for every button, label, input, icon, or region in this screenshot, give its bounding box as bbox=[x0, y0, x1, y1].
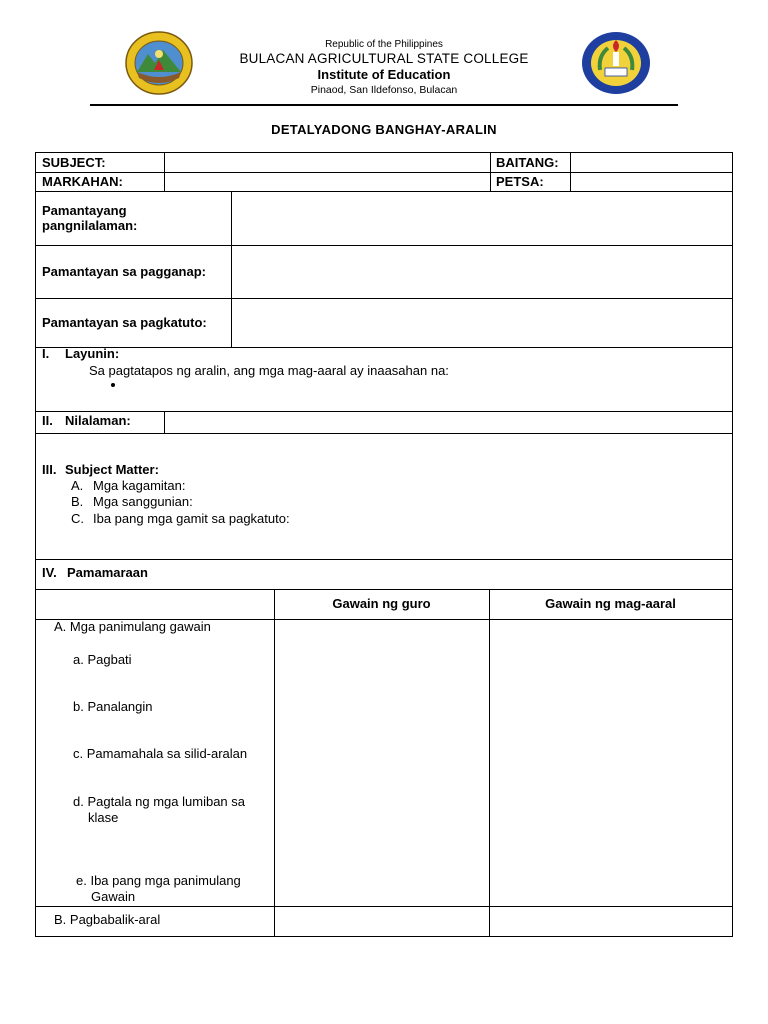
content-field[interactable] bbox=[168, 413, 728, 431]
col-divider bbox=[570, 153, 571, 191]
col-divider bbox=[231, 191, 232, 347]
other-materials-item: Iba pang mga gamit sa pagkatuto: bbox=[93, 511, 290, 526]
classroom-management-step: c. Pamamahala sa silid-aralan bbox=[73, 746, 248, 761]
attendance-step-line1: d. Pagtala ng mga lumiban sa bbox=[73, 794, 245, 809]
col-divider bbox=[164, 153, 165, 191]
row-divider bbox=[36, 347, 732, 348]
content-standard-label-line2: pangnilalaman: bbox=[42, 218, 138, 233]
subject-matter-heading: Subject Matter: bbox=[65, 462, 159, 477]
content-number: II. bbox=[42, 413, 53, 428]
letterhead bbox=[0, 30, 768, 100]
objectives-number: I. bbox=[42, 346, 50, 361]
col-divider bbox=[489, 589, 490, 936]
content-standard-field[interactable] bbox=[236, 195, 726, 241]
teacher-activity-header: Gawain ng guro bbox=[332, 596, 431, 611]
objectives-intro: Sa pagtatapos ng aralin, ang mga mag-aaral ay inaasahan na: bbox=[89, 363, 449, 378]
document-title: DETALYADONG BANGHAY-ARALIN bbox=[271, 122, 497, 137]
materials-item: Mga kagamitan: bbox=[93, 478, 186, 493]
col-divider bbox=[274, 589, 275, 936]
learning-standard-label: Pamantayan sa pagkatuto: bbox=[42, 315, 207, 330]
review-student-field[interactable] bbox=[493, 910, 728, 934]
greeting-step: a. Pagbati bbox=[73, 652, 132, 667]
college-name: BULACAN AGRICULTURAL STATE COLLEGE bbox=[239, 51, 529, 66]
preliminary-activities-label: A. Mga panimulang gawain bbox=[54, 619, 211, 634]
markahan-field[interactable] bbox=[168, 174, 486, 190]
learning-standard-field[interactable] bbox=[236, 302, 726, 344]
lesson-plan-form bbox=[35, 152, 733, 937]
attendance-step-line2: klase bbox=[88, 810, 119, 825]
petsa-label: PETSA: bbox=[496, 174, 544, 189]
subject-matter-number: III. bbox=[42, 462, 57, 477]
review-label: B. Pagbabalik-aral bbox=[54, 912, 161, 927]
col-divider bbox=[490, 153, 491, 191]
subject-field[interactable] bbox=[168, 155, 486, 171]
objectives-heading: Layunin: bbox=[65, 346, 120, 361]
performance-standard-field[interactable] bbox=[236, 249, 726, 295]
institute-seal-icon bbox=[580, 30, 652, 96]
row-divider bbox=[36, 433, 732, 434]
institute-name: Institute of Education bbox=[317, 67, 451, 82]
subject-matter-letter: B. bbox=[71, 494, 84, 509]
procedure-number: IV. bbox=[42, 565, 57, 580]
header-divider bbox=[90, 104, 678, 106]
college-address: Pinaod, San Ildefonso, Bulacan bbox=[310, 84, 458, 96]
petsa-field[interactable] bbox=[574, 174, 728, 190]
other-activities-step-line1: e. Iba pang mga panimulang bbox=[76, 873, 241, 888]
references-item: Mga sanggunian: bbox=[93, 494, 193, 509]
republic-line: Republic of the Philippines bbox=[325, 39, 443, 50]
review-teacher-field[interactable] bbox=[278, 910, 485, 934]
subject-matter-letter: C. bbox=[71, 511, 84, 526]
baitang-field[interactable] bbox=[574, 155, 728, 171]
teacher-activity-field[interactable] bbox=[278, 623, 485, 903]
objective-bullet bbox=[111, 383, 115, 387]
subject-label: SUBJECT: bbox=[42, 155, 106, 170]
content-standard-label-line1: Pamantayang bbox=[42, 203, 127, 218]
subject-matter-letter: A. bbox=[71, 478, 84, 493]
college-seal-icon bbox=[124, 30, 194, 96]
row-divider bbox=[36, 245, 732, 246]
other-activities-step-line2: Gawain bbox=[91, 889, 136, 904]
performance-standard-label: Pamantayan sa pagganap: bbox=[42, 264, 206, 279]
col-divider bbox=[164, 411, 165, 433]
row-divider bbox=[36, 298, 732, 299]
row-divider bbox=[36, 191, 732, 192]
student-activity-field[interactable] bbox=[493, 623, 728, 903]
student-activity-header: Gawain ng mag-aaral bbox=[545, 596, 676, 611]
prayer-step: b. Panalangin bbox=[73, 699, 153, 714]
markahan-label: MARKAHAN: bbox=[42, 174, 123, 189]
baitang-label: BAITANG: bbox=[496, 155, 559, 170]
row-divider bbox=[36, 559, 732, 560]
row-divider bbox=[36, 411, 732, 412]
row-divider bbox=[36, 906, 732, 907]
row-divider bbox=[36, 589, 732, 590]
row-divider bbox=[36, 172, 732, 173]
content-heading: Nilalaman: bbox=[65, 413, 131, 428]
procedure-heading: Pamamaraan bbox=[67, 565, 148, 580]
